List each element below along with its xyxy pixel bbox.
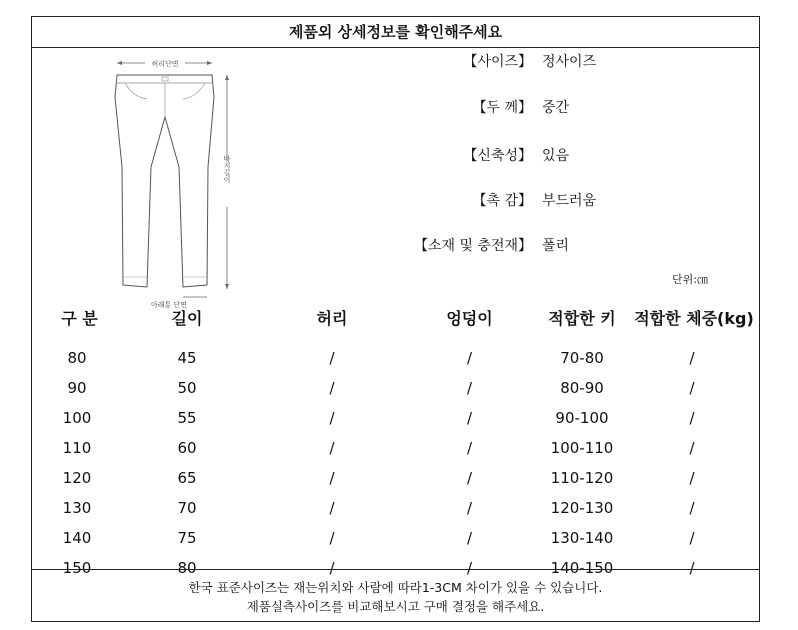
- property-value: 정사이즈: [542, 54, 597, 70]
- table-row: [32, 439, 759, 469]
- footer-line-1: 한국 표준사이즈는 재는위치와 사람에 따라1-3CM 차이가 있을 수 있습니다.: [188, 580, 603, 595]
- property-row: [407, 97, 767, 117]
- table-cell: 70-80: [560, 349, 604, 367]
- table-cell: /: [689, 529, 695, 547]
- property-label: 【촉 감】: [472, 193, 532, 209]
- table-cell: 110: [62, 439, 92, 457]
- property-row: [407, 190, 767, 210]
- footer-line-2: 제품실측사이즈를 비교해보시고 구매 결정을 해주세요.: [246, 599, 545, 614]
- property-label: 【신축성】: [463, 148, 532, 164]
- table-cell: /: [329, 559, 335, 577]
- table-cell: 80: [67, 349, 87, 367]
- col-header-size: 구 분: [61, 309, 98, 328]
- table-cell: 130-140: [550, 529, 614, 547]
- col-header-height: 적합한 키: [548, 309, 616, 328]
- col-header-hip: 엉덩이: [446, 309, 493, 328]
- table-row: [32, 409, 759, 439]
- property-label: 【두 께】: [472, 100, 532, 116]
- table-cell: /: [466, 529, 473, 547]
- table-cell: /: [689, 469, 695, 487]
- property-value: 부드러움: [542, 193, 597, 209]
- table-cell: /: [329, 529, 335, 547]
- hem-label: 아래통 단면: [150, 301, 188, 309]
- table-cell: /: [689, 439, 695, 457]
- table-cell: /: [329, 499, 335, 517]
- table-cell: /: [466, 469, 473, 487]
- table-cell: 80: [177, 559, 197, 577]
- table-cell: 120: [62, 469, 92, 487]
- waist-label: 허리단면: [151, 60, 179, 68]
- col-header-length: 길이: [171, 309, 203, 328]
- table-cell: 55: [177, 409, 197, 427]
- col-header-waist: 허리: [316, 309, 348, 328]
- table-cell: /: [466, 409, 473, 427]
- table-cell: /: [329, 469, 335, 487]
- table-cell: 100-110: [550, 439, 614, 457]
- property-label: 【소재 및 충전재】: [413, 238, 532, 254]
- table-cell: 45: [177, 349, 197, 367]
- pants-illustration: [107, 57, 252, 309]
- table-cell: 65: [177, 469, 197, 487]
- footer-notice: [32, 569, 759, 622]
- table-cell: /: [466, 559, 473, 577]
- col-header-weight: 적합한 체중(kg): [634, 309, 754, 328]
- table-row: [32, 349, 759, 379]
- property-row: [407, 51, 767, 71]
- table-cell: 50: [177, 379, 197, 397]
- table-cell: 150: [62, 559, 92, 577]
- table-cell: 140: [62, 529, 92, 547]
- table-cell: /: [466, 499, 473, 517]
- table-cell: /: [689, 559, 695, 577]
- table-cell: /: [329, 439, 335, 457]
- table-cell: /: [466, 349, 473, 367]
- table-cell: 80-90: [560, 379, 604, 397]
- table-cell: 110-120: [550, 469, 614, 487]
- property-row: [407, 235, 767, 255]
- table-cell: /: [689, 349, 695, 367]
- table-cell: 70: [177, 499, 197, 517]
- length-label: 바지길이: [223, 155, 231, 183]
- table-cell: 130: [62, 499, 92, 517]
- size-info-panel: [31, 16, 760, 622]
- property-value: 있음: [542, 148, 570, 164]
- table-row: [32, 529, 759, 559]
- pants-diagram: [107, 57, 252, 309]
- unit-note: 단위:㎝: [672, 273, 708, 286]
- table-cell: 90: [67, 379, 87, 397]
- property-label: 【사이즈】: [463, 54, 532, 70]
- table-cell: /: [329, 349, 335, 367]
- table-row: [32, 379, 759, 409]
- table-cell: /: [689, 379, 695, 397]
- table-cell: /: [329, 379, 335, 397]
- table-row: [32, 499, 759, 529]
- table-cell: /: [466, 439, 473, 457]
- property-value: 중간: [542, 100, 570, 116]
- table-cell: 60: [177, 439, 197, 457]
- table-cell: 140-150: [550, 559, 614, 577]
- table-row: [32, 469, 759, 499]
- property-value: 폴리: [542, 238, 570, 254]
- table-cell: /: [329, 409, 335, 427]
- table-cell: 120-130: [550, 499, 614, 517]
- table-cell: 75: [177, 529, 197, 547]
- table-cell: 90-100: [555, 409, 609, 427]
- table-cell: /: [689, 499, 695, 517]
- page-title: 제품외 상세정보를 확인해주세요: [32, 17, 759, 48]
- table-cell: 100: [62, 409, 92, 427]
- table-cell: /: [689, 409, 695, 427]
- property-row: [407, 145, 767, 165]
- table-cell: /: [466, 379, 473, 397]
